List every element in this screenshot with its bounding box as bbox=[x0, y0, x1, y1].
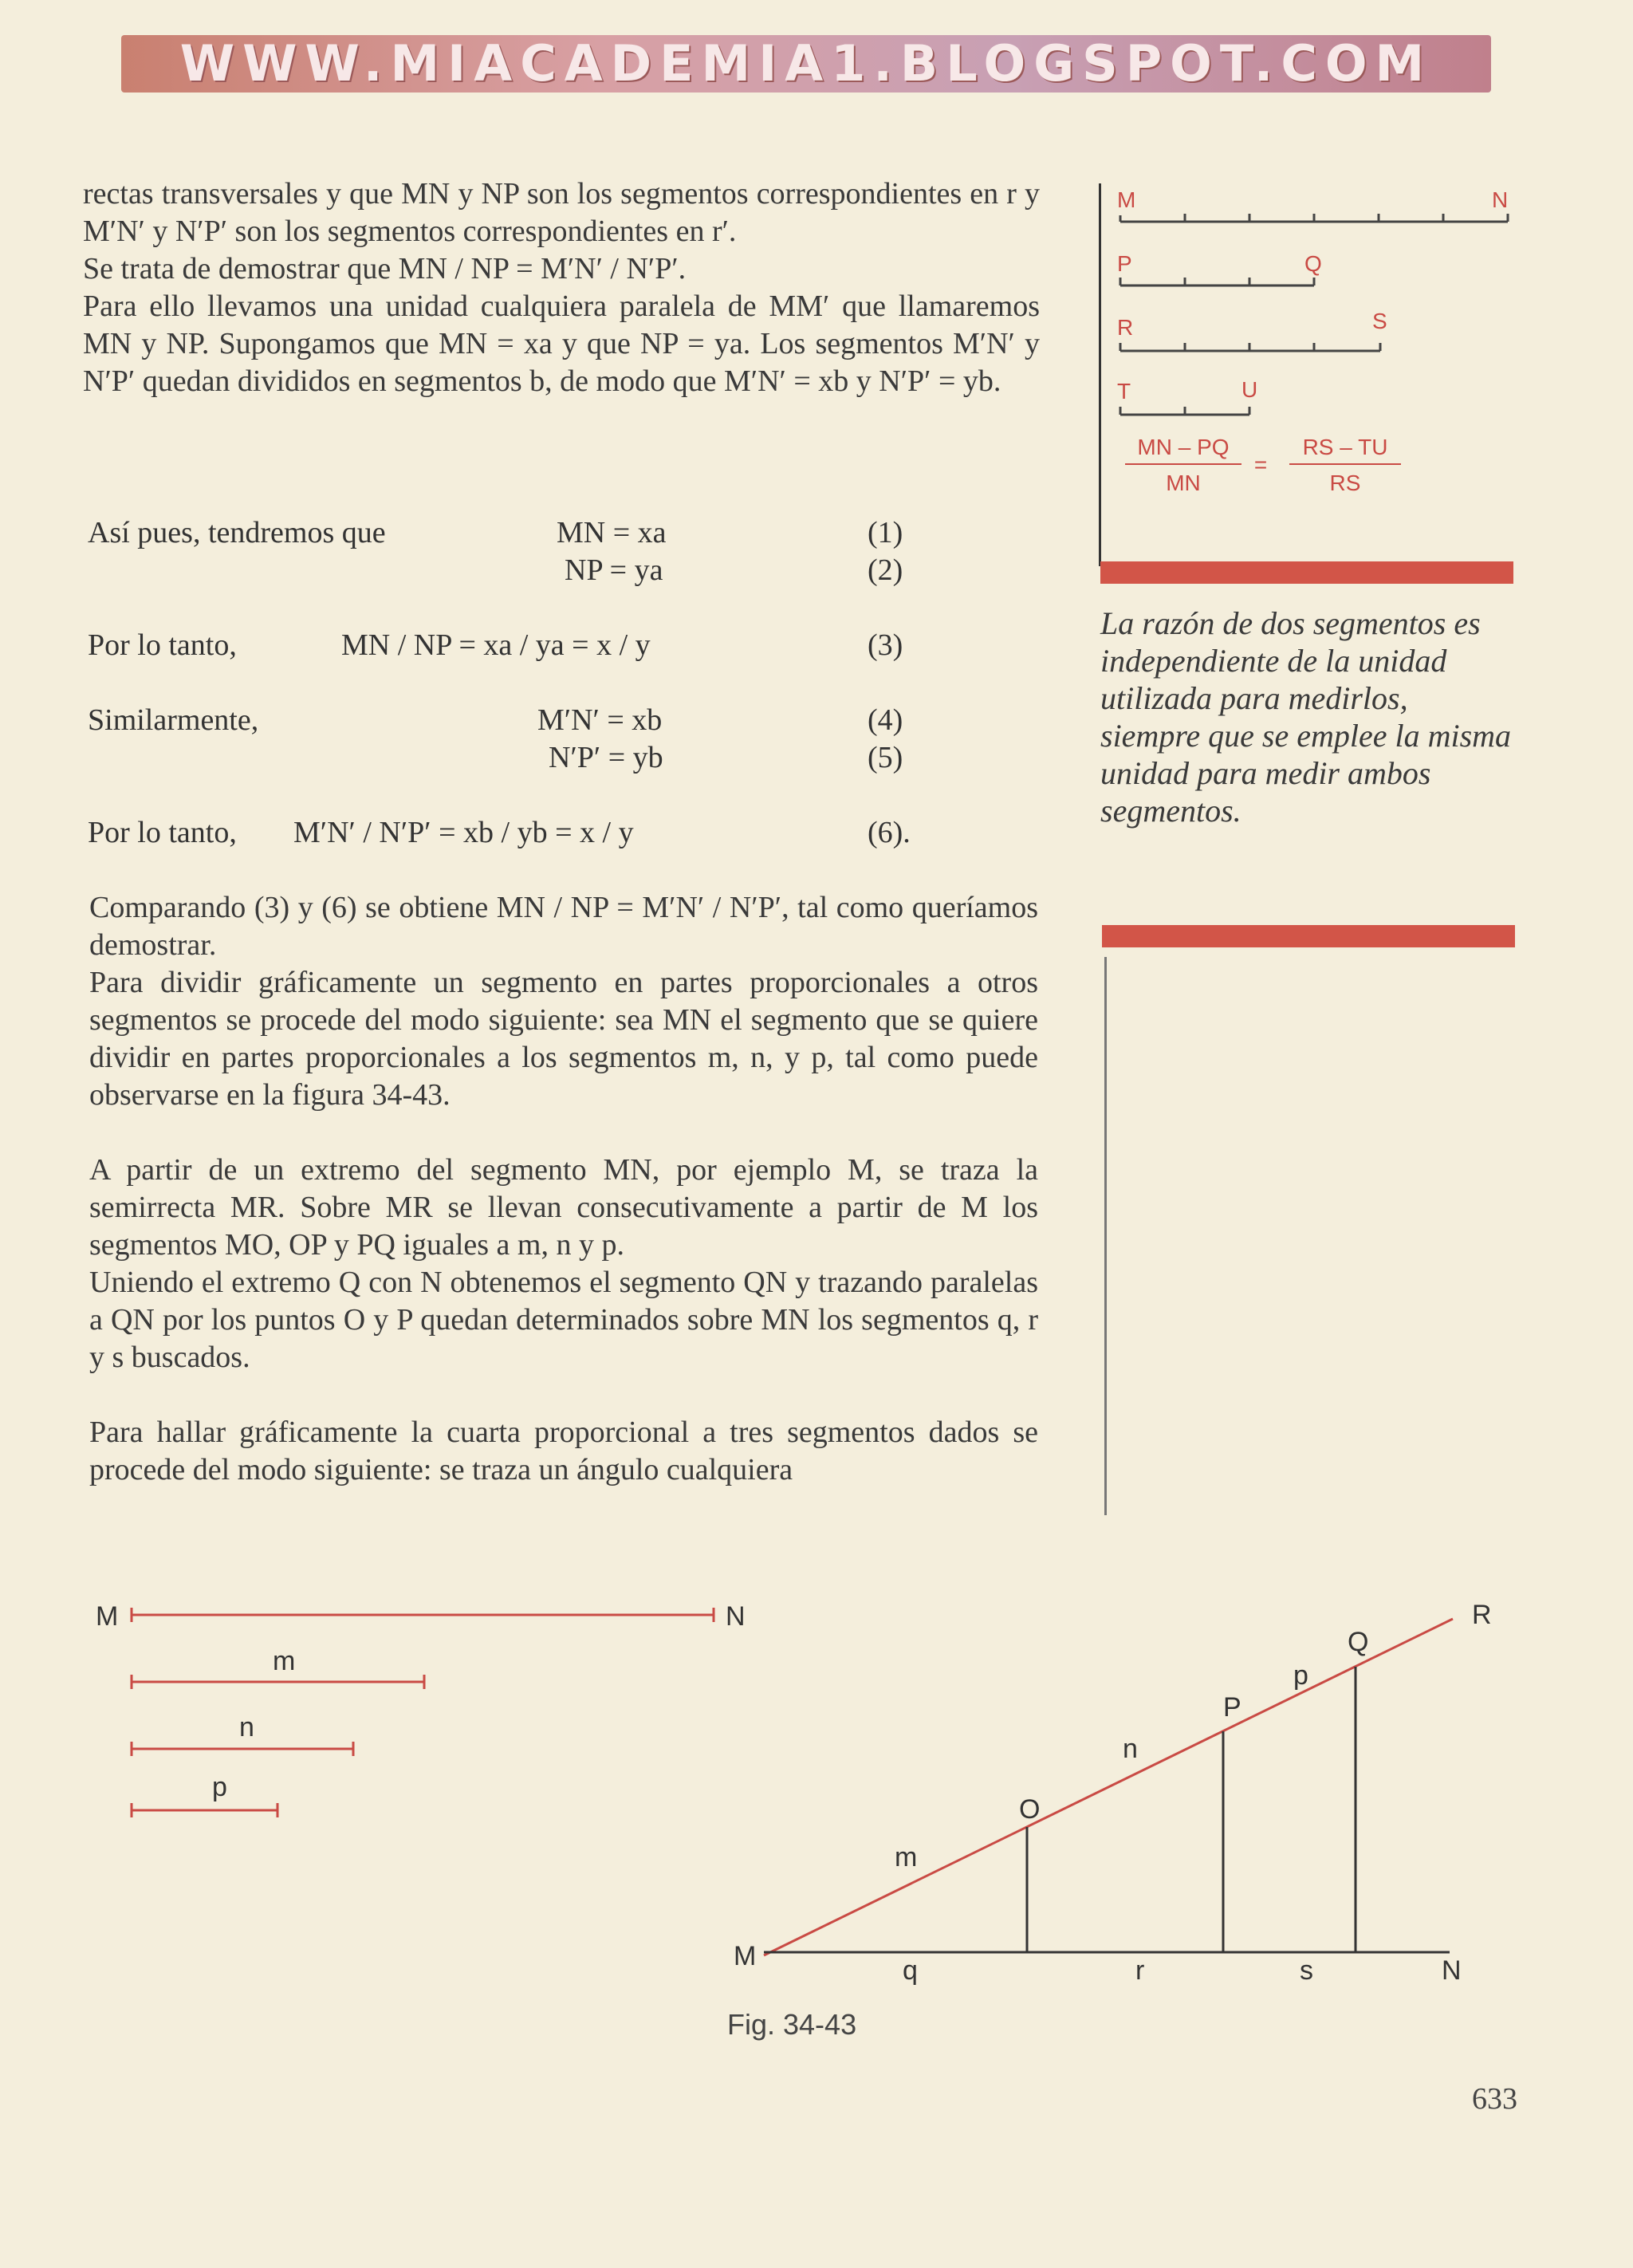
eq-ratio-2: M′N′ / N′P′ = xb / yb = x / y bbox=[293, 816, 634, 849]
fig-label-p-diag: p bbox=[1293, 1660, 1308, 1691]
fig-label-r: r bbox=[1135, 1955, 1145, 1986]
eq-label-therefore-1: Por lo tanto, bbox=[88, 628, 237, 662]
eq-row-1 bbox=[88, 514, 1045, 552]
fig-label-P: P bbox=[1223, 1692, 1241, 1723]
sidebar-quote: La razón de dos segmentos es independiente de la unidad utilizada para medirlos, siempre que se emplee la misma unidad para medir ambos segmentos. bbox=[1100, 605, 1512, 829]
eq-label-as: Así pues, tendremos que bbox=[88, 516, 386, 549]
fig-label-M-bottom: M bbox=[734, 1941, 757, 1971]
eq-ratio-1: MN / NP = xa / ya = x / y bbox=[341, 628, 651, 662]
eq-row-5 bbox=[88, 739, 1045, 777]
join-para: Uniendo el extremo Q con N obtenemos el segmento QN y trazando paralelas a QN por los puntos O y P quedan determinados sobre MN los segmentos q, r y s buscados. bbox=[89, 1266, 1038, 1374]
eq-mn: MN = xa bbox=[557, 516, 667, 549]
fig-label-M-top: M bbox=[96, 1601, 119, 1632]
site-banner: WWW.MIACADEMIA1.BLOGSPOT.COM bbox=[121, 35, 1491, 93]
eq-label-similarly: Similarmente, bbox=[88, 703, 259, 737]
side-label-m: M bbox=[1117, 187, 1136, 212]
fig-label-m-diag: m bbox=[895, 1842, 918, 1872]
fig-label-m: m bbox=[273, 1646, 296, 1676]
sidebar-divider bbox=[1104, 957, 1107, 1515]
formula-left-num: MN – PQ bbox=[1137, 435, 1230, 459]
sidebar-segments-box bbox=[1099, 183, 1516, 566]
compare-para: Comparando (3) y (6) se obtiene MN / NP = M′N′ / N′P′, tal como queríamos demostrar. bbox=[89, 891, 1038, 962]
fig-label-p: p bbox=[212, 1772, 227, 1802]
figure-caption: Fig. 34-43 bbox=[727, 2008, 857, 2041]
eq-npp: N′P′ = yb bbox=[549, 741, 663, 774]
side-label-p: P bbox=[1117, 251, 1132, 276]
formula-right-den: RS bbox=[1329, 471, 1361, 495]
fig-label-O: O bbox=[1019, 1794, 1041, 1825]
side-label-t: T bbox=[1117, 379, 1131, 404]
sidebar-bar-top bbox=[1100, 561, 1513, 584]
eq-row-2 bbox=[88, 552, 1045, 589]
eq-np: NP = ya bbox=[565, 553, 663, 587]
main-text bbox=[83, 175, 1040, 400]
formula-left-den: MN bbox=[1166, 471, 1201, 495]
side-label-s: S bbox=[1372, 309, 1387, 333]
intro-para-1: rectas transversales y que MN y NP son los segmentos correspondientes en r y M′N′ y N′P′ son los segmentos correspondientes en r′. bbox=[83, 177, 1040, 248]
eq-row-6 bbox=[88, 814, 1045, 852]
eq-num-1: (1) bbox=[868, 516, 903, 549]
fig-label-s: s bbox=[1300, 1955, 1313, 1986]
fig-label-n: n bbox=[239, 1712, 254, 1742]
sidebar-segments-figure bbox=[1101, 183, 1516, 566]
page-number: 633 bbox=[1472, 2082, 1517, 2116]
fig-label-N-top: N bbox=[726, 1601, 746, 1632]
fourth-para: Para hallar gráficamente la cuarta proporcional a tres segmentos dados se procede del modo siguiente: se traza un ángulo cualquiera bbox=[89, 1416, 1038, 1486]
eq-mpnp: M′N′ = xb bbox=[537, 703, 663, 737]
eq-num-6: (6). bbox=[868, 816, 911, 849]
formula-right-num: RS – TU bbox=[1302, 435, 1388, 459]
eq-num-5: (5) bbox=[868, 741, 903, 774]
side-label-n: N bbox=[1492, 187, 1509, 212]
eq-row-4 bbox=[88, 702, 1045, 739]
fig-label-N-bottom: N bbox=[1442, 1955, 1462, 1986]
side-label-u: U bbox=[1241, 377, 1258, 402]
intro-para-2: Se trata de demostrar que MN / NP = M′N′ / N′P′. bbox=[83, 252, 687, 285]
eq-num-4: (4) bbox=[868, 703, 903, 737]
divide-para: Para dividir gráficamente un segmento en partes proporcionales a otros segmentos se procede del modo siguiente: sea MN el segmento que se quiere dividir en partes proporcionales a los segmentos m, n, y p, tal como puede observarse en la figura 34-43. bbox=[89, 966, 1038, 1112]
eq-label-therefore-2: Por lo tanto, bbox=[88, 816, 237, 849]
eq-num-2: (2) bbox=[868, 553, 903, 587]
eq-row-3 bbox=[88, 627, 1045, 664]
figure-34-43 bbox=[0, 1579, 1633, 2010]
sidebar-bar-bottom bbox=[1102, 925, 1515, 947]
side-label-r: R bbox=[1117, 315, 1134, 340]
fig-label-n-diag: n bbox=[1123, 1734, 1138, 1764]
formula-equals: = bbox=[1253, 452, 1268, 477]
intro-para-3: Para ello llevamos una unidad cualquiera paralela de MM′ que llamaremos MN y NP. Supongamos que MN = xa y que NP = ya. Los segmentos M′N′ y N′P′ quedan divididos en segmentos b, de modo que M′N′ = xb y N′P′ = yb. bbox=[83, 289, 1040, 398]
extreme-para: A partir de un extremo del segmento MN, por ejemplo M, se traza la semirrecta MR. Sobre MR se llevan consecutivamente a partir de M los segmentos MO, OP y PQ iguales a m, n y p. bbox=[89, 1153, 1038, 1262]
side-label-q: Q bbox=[1304, 251, 1322, 276]
fig-label-R: R bbox=[1472, 1600, 1492, 1630]
eq-num-3: (3) bbox=[868, 628, 903, 662]
fig-label-Q: Q bbox=[1348, 1627, 1369, 1657]
body-text bbox=[89, 889, 1038, 1489]
fig-label-q: q bbox=[903, 1955, 918, 1986]
